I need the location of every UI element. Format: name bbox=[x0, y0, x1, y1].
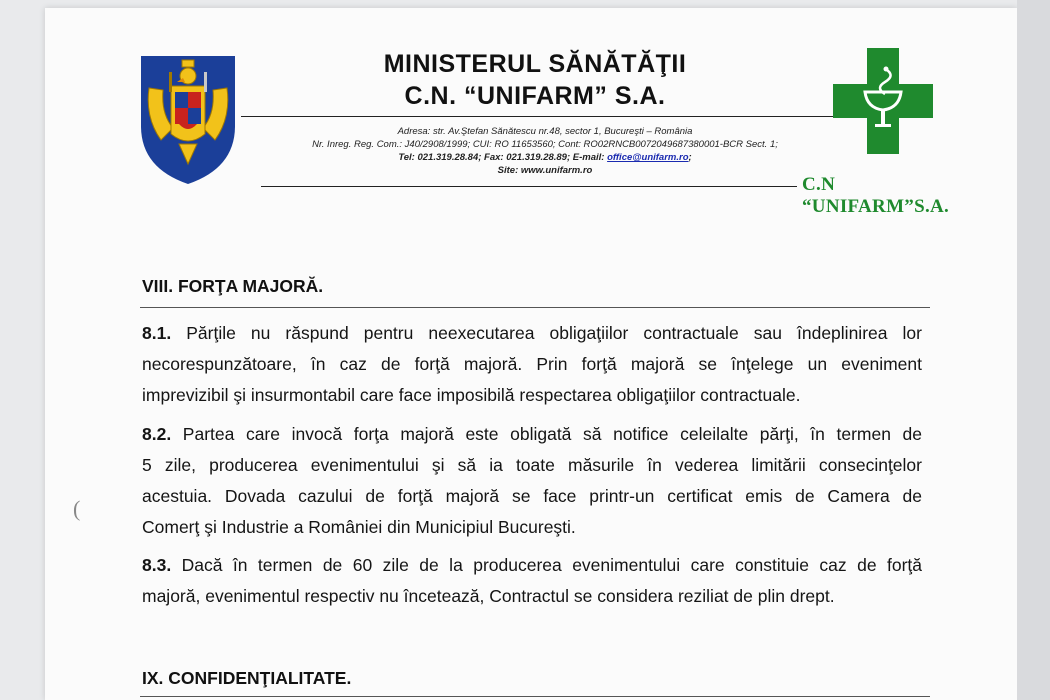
paragraph-text: Părţile nu răspund pentru neexecutarea obligaţiilor contractuale sau îndeplinirea lor bbox=[171, 323, 922, 343]
coat-of-arms-icon bbox=[139, 48, 237, 186]
email-link[interactable]: office@unifarm.ro bbox=[607, 152, 689, 163]
section-rule-confidentiality bbox=[140, 696, 930, 697]
company-title: C.N. “UNIFARM” S.A. bbox=[404, 82, 666, 110]
logo-caption: C.N “UNIFARM”S.A. bbox=[802, 174, 950, 217]
paragraph-8-2 bbox=[142, 419, 922, 543]
paragraph-text: imprevizibil şi insurmontabil care face imposibilă respectarea obligaţiilor contractuale. bbox=[142, 385, 801, 405]
paragraph-text: majoră, evenimentul respectiv nu încetează, Contractul se considera reziliat de plin drept. bbox=[142, 586, 835, 606]
paragraph-text: Partea care invocă forţa majoră este obligată să notifice celeilalte părţi, în termen de bbox=[171, 424, 922, 444]
paragraph-text: necorespunzătoare, în caz de forţă majoră. Prin forţă majoră se înţelege un eveniment bbox=[142, 354, 922, 374]
contact-suffix: ; bbox=[688, 152, 692, 163]
paragraph-number: 8.3. bbox=[142, 555, 172, 575]
paragraph-text: Dacă în termen de 60 zile de la producerea evenimentului care constituie caz de forţă bbox=[171, 555, 922, 575]
section-heading-confidentiality: IX. CONFIDENŢIALITATE. bbox=[142, 668, 352, 688]
paragraph-8-1 bbox=[142, 318, 922, 411]
paragraph-8-3 bbox=[142, 550, 922, 612]
paragraph-number: 8.2. bbox=[142, 424, 172, 444]
paragraph-text: acestuia. Dovada cazului de forţă majoră se face printr-un certificat emis de Camera de bbox=[142, 486, 922, 506]
header-rule-top bbox=[241, 116, 853, 117]
contact-prefix: Tel: 021.319.28.84; Fax: 021.319.28.89; E-mail: bbox=[398, 152, 608, 163]
contact-line bbox=[235, 151, 855, 165]
ministry-title: MINISTERUL SĂNĂTĂŢII bbox=[383, 50, 687, 78]
paragraph-text: Comerţ şi Industrie a României din Municipiul Bucureşti. bbox=[142, 517, 576, 537]
paragraph-number: 8.1. bbox=[142, 323, 172, 343]
paragraph-text: 5 zile, producerea evenimentului şi să ia toate măsurile în vederea limitării consecinţelor bbox=[142, 455, 922, 475]
margin-mark: ( bbox=[73, 496, 81, 521]
website-line: Site: www.unifarm.ro bbox=[497, 165, 593, 176]
document-page bbox=[45, 8, 1017, 700]
registration-line: Nr. Inreg. Reg. Com.: J40/2908/1999; CUI: RO 11653560; Cont: RO02RNCB0072049687380001-BCR Sect. 1; bbox=[312, 139, 778, 150]
viewer-gutter bbox=[1017, 0, 1050, 700]
header-rule-bottom bbox=[261, 186, 797, 187]
pharmacy-cross-logo-icon bbox=[831, 46, 935, 156]
address-line: Adresa: str. Av.Ştefan Sănătescu nr.48, sector 1, Bucureşti – România bbox=[397, 126, 693, 137]
section-heading-force-majeure: VIII. FORŢA MAJORĂ. bbox=[142, 276, 324, 296]
section-rule-force-majeure bbox=[140, 307, 930, 308]
